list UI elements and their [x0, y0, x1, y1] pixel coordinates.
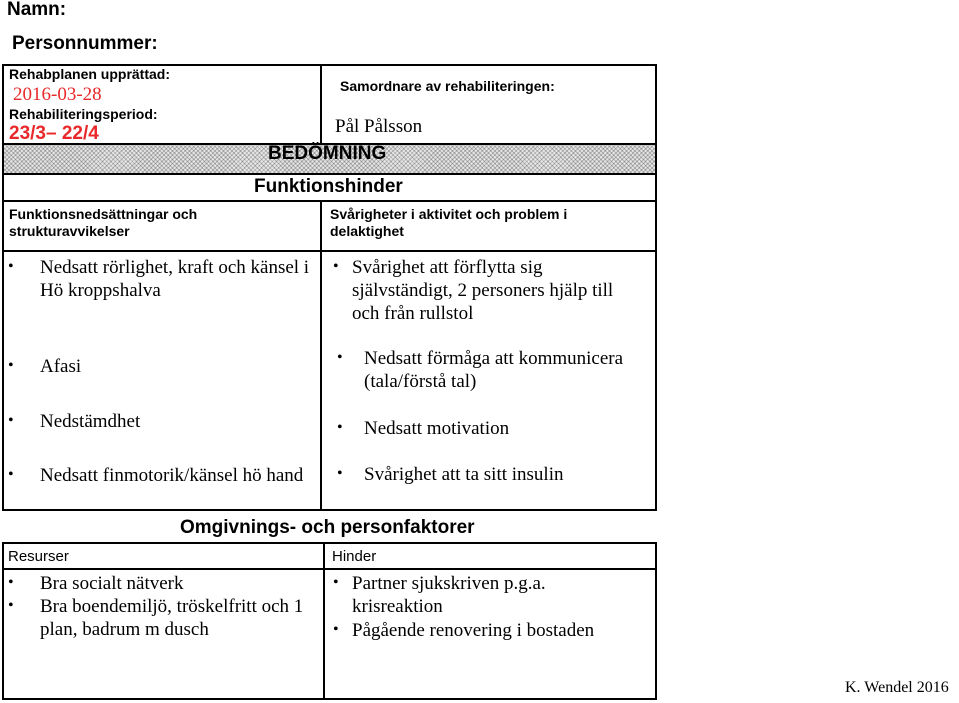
bullet-icon: • [8, 412, 14, 429]
table-left-border [2, 64, 4, 511]
upprattad-value: 2016-03-28 [13, 84, 102, 105]
table-bottom-border [2, 509, 657, 511]
right-item: Svårighet att förflytta sig självständigt, 2 personers hjälp till och från rullstol [352, 257, 614, 324]
omgivning-title: Omgivnings- och personfaktorer [180, 517, 475, 538]
bottom-left-border [2, 542, 4, 700]
funktionshinder-title: Funktionshinder [254, 176, 403, 197]
left-item: Afasi [40, 356, 82, 377]
hinder-label: Hinder [332, 548, 377, 565]
hinder-item: Pågående renovering i bostaden [352, 620, 595, 641]
bullet-icon: • [337, 349, 343, 366]
bullet-icon: • [337, 465, 343, 482]
right-item: Svårighet att ta sitt insulin [364, 464, 564, 485]
bedomning-bottom-line [2, 173, 657, 175]
left-item: Nedsatt rörlighet, kraft och känsel i Hö kroppshalva [40, 257, 310, 301]
subheader-bottom-line [2, 250, 657, 252]
bedomning-title: BEDÖMNING [268, 143, 387, 164]
bottom-top-line [2, 542, 657, 544]
bullet-icon: • [333, 621, 339, 638]
resurser-item: Bra boendemiljö, tröskelfritt och 1 plan, badrum m dusch [40, 596, 304, 640]
bottom-right-border [655, 542, 657, 700]
right-column-header: Svårigheter i aktivitet och problem i delaktighet [330, 206, 568, 239]
right-item: Nedsatt förmåga att kommunicera (tala/förstå tal) [364, 348, 624, 392]
bullet-icon: • [8, 258, 14, 275]
table-right-border [655, 64, 657, 511]
credit-text: K. Wendel 2016 [845, 679, 949, 696]
period-label: Rehabiliteringsperiod: [9, 106, 158, 122]
bottom-subheader-line [2, 568, 657, 570]
table-divider-mid [320, 200, 322, 511]
personnummer-label: Personnummer: [12, 33, 158, 54]
samordnare-value: Pål Pålsson [335, 116, 423, 137]
table-divider-top [320, 64, 322, 144]
bullet-icon: • [337, 419, 343, 436]
left-item: Nedsatt finmotorik/känsel hö hand [40, 465, 304, 486]
bullet-icon: • [8, 357, 14, 374]
bottom-bottom-border [2, 698, 657, 700]
bottom-divider [323, 542, 325, 700]
upprattad-label: Rehabplanen upprättad: [9, 66, 171, 82]
bullet-icon: • [333, 574, 339, 591]
name-label: Namn: [7, 0, 67, 20]
left-item: Nedstämdhet [40, 411, 141, 432]
funktionshinder-bottom-line [2, 200, 657, 202]
resurser-item: Bra socialt nätverk [40, 573, 184, 594]
bullet-icon: • [8, 574, 14, 591]
right-item: Nedsatt motivation [364, 418, 510, 439]
bullet-icon: • [8, 466, 14, 483]
period-value: 23/3– 22/4 [9, 123, 99, 144]
left-column-header: Funktionsnedsättningar och strukturavvikelser [9, 206, 198, 239]
bullet-icon: • [8, 597, 14, 614]
resurser-label: Resurser [8, 548, 69, 565]
samordnare-label: Samordnare av rehabiliteringen: [340, 78, 555, 94]
hinder-item: Partner sjukskriven p.g.a. krisreaktion [352, 573, 546, 617]
bullet-icon: • [333, 258, 339, 275]
